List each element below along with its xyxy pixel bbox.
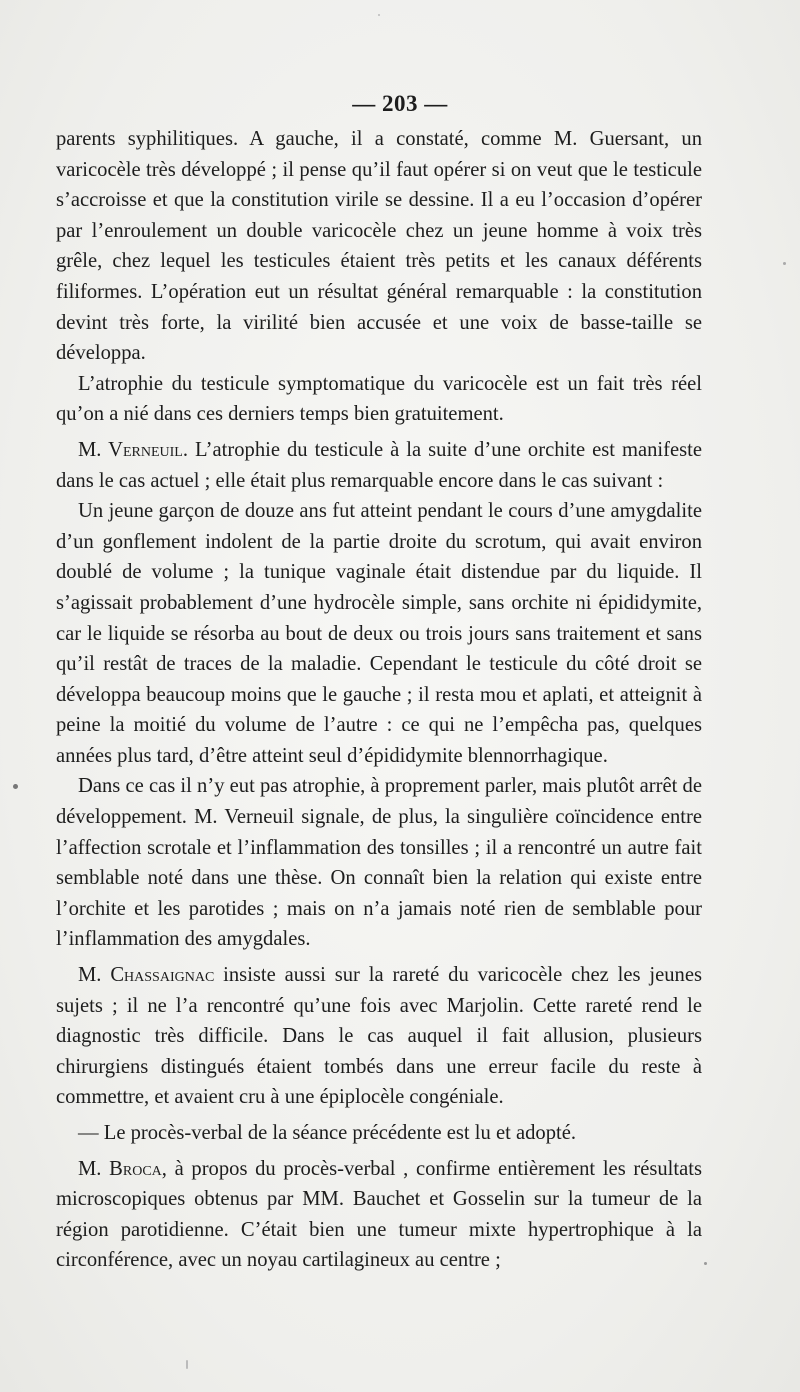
paragraph-case: Un jeune garçon de douze ans fut atteint pendant le cours d’une amygdalite d’un gonflement indolent de la partie droite du scrotum, qui avait environ doublé de volume ; la tunique vaginale était distendue par du liquide. Il s’agissait probablement d’une hydrocèle simple, sans orchite ni épididymite, car le liquide se résorba au bout de deux ou trois jours sans traitement et sans qu’il restât de traces de la maladie. Cependant le testicule du côté droit se développa beaucoup moins que le gauche ; il resta mou et aplati, et atteignit à peine la moitié du volume de l’autre : ce qui ne l’empêcha pas, quelques années plus tard, d’être atteint seul d’épididymite blennorrhagique. [56, 500, 702, 767]
paragraph-chassaignac [56, 960, 702, 1113]
paragraph-continuation: parents syphilitiques. A gauche, il a constaté, comme M. Guersant, un varicocèle très développé ; il pense qu’il faut opérer si on veut que le testicule s’accroisse et que la constitution virile se dessine. Il a eu l’occasion d’opérer par l’enroulement un double varicocèle chez un jeune homme à voix très grêle, chez lequel les testicules étaient très petits et les canaux déférents filiformes. L’opération eut un résultat général remarquable : la constitution devint très forte, la virilité bien accusée et une voix de basse-taille se développa. [56, 128, 702, 365]
paragraph-chassaignac-text: insiste aussi sur la rareté du varicocèle chez les jeunes sujets ; il ne l’a rencontré qu’une fois avec Marjolin. Cette rareté rend le diagnostic très difficile. Dans le cas auquel il fait allusion, plusieurs chirurgiens distingués étaient tombés dans une erreur facile du reste à commettre, et avaient cru à une épiplocèle congéniale. [56, 964, 702, 1109]
body-text [56, 124, 702, 1276]
page-number: — 203 — [352, 91, 448, 116]
speaker-broca: M. Broca, [78, 1157, 167, 1180]
paragraph-broca [56, 1154, 702, 1276]
speaker-chassaignac: M. Chassaignac [78, 964, 215, 987]
paper-speck [704, 1262, 707, 1265]
paragraph-verneuil-text: L’atrophie du testicule à la suite d’une orchite est manifeste dans le cas actuel ; elle était plus remarquable encore dans le cas suivant : [56, 438, 703, 492]
paper-speck [186, 1360, 188, 1369]
paragraph-broca-text: à propos du procès-verbal , confirme entièrement les résultats microscopiques obtenus par MM. Bauchet et Gosselin sur la tumeur de la région parotidienne. C’était bien une tumeur mixte hypertrophique à la circonférence, avec un noyau cartilagineux au centre ; [56, 1157, 703, 1272]
paragraph-development: Dans ce cas il n’y eut pas atrophie, à proprement parler, mais plutôt arrêt de développement. M. Verneuil signale, de plus, la singulière coïncidence entre l’affection scrotale et l’inflammation des tonsilles ; il a rencontré un autre fait semblable noté dans une thèse. On connaît bien la relation qui existe entre l’orchite et les parotides ; mais on n’a jamais noté rien de semblable pour l’inflammation des amygdales. [56, 775, 702, 951]
paragraph-atrophy: L’atrophie du testicule symptomatique du varicocèle est un fait très réel qu’on a nié dans ces derniers temps bien gratuitement. [56, 372, 702, 426]
paragraph-proces-verbal: — Le procès-verbal de la séance précédente est lu et adopté. [78, 1122, 577, 1144]
paragraph-verneuil [56, 435, 702, 496]
paper-speck [783, 262, 786, 265]
paper-speck [13, 784, 18, 789]
speaker-verneuil: M. Verneuil. [78, 438, 188, 461]
paper-speck [378, 14, 380, 16]
